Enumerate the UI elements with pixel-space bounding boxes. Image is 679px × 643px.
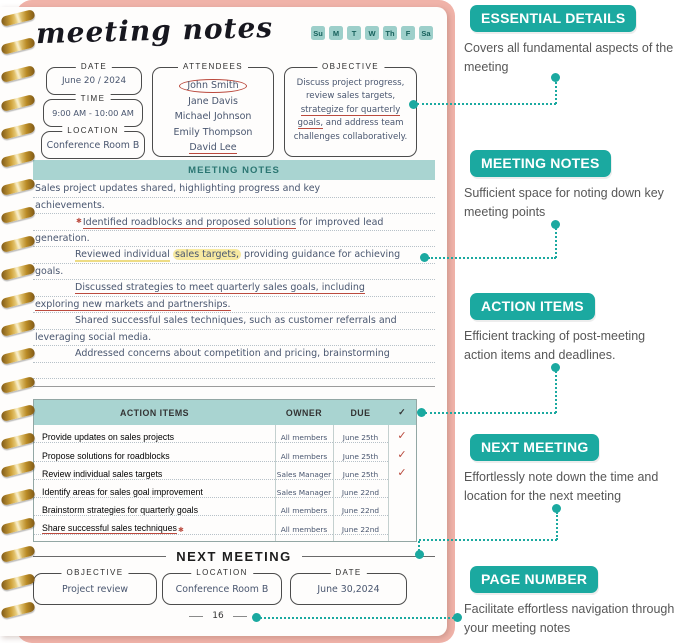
text-segment: Discussed strategies to meet quarterly sales goals, including — [75, 282, 365, 293]
objective-paragraph — [292, 77, 409, 144]
cell-action-item — [34, 425, 275, 443]
cell-check — [388, 480, 416, 498]
connector-line — [555, 82, 557, 104]
cell-action-item — [34, 498, 275, 516]
cell-due: June 22nd — [333, 516, 388, 534]
next-date-label: DATE — [330, 568, 366, 577]
note-line — [33, 297, 435, 314]
callout-badge: MEETING NOTES — [470, 150, 611, 177]
note-line — [33, 330, 435, 347]
callout-action-items — [464, 293, 677, 365]
time-label: TIME — [76, 94, 111, 103]
date-label: DATE — [76, 62, 112, 71]
col-owner: OWNER — [285, 407, 323, 418]
note-line — [33, 247, 435, 264]
next-objective-value: Project review — [61, 583, 129, 595]
connector-line — [260, 617, 454, 619]
cell-owner: All members — [275, 498, 333, 516]
cell-action-item — [34, 516, 275, 534]
col-action-items: ACTION ITEMS — [119, 407, 190, 418]
connector-dot — [552, 504, 561, 513]
next-location-label: LOCATION — [191, 568, 253, 577]
attendee-name: Jane Davis — [188, 95, 238, 107]
note-line — [33, 214, 435, 231]
text-segment: goals. — [35, 265, 64, 277]
day-badge: W — [365, 26, 379, 40]
cell-due: June 25th — [333, 425, 388, 443]
callout-badge: ESSENTIAL DETAILS — [470, 5, 636, 32]
attendee-name: John Smith — [179, 79, 246, 93]
time-value: 9:00 AM - 10:00 AM — [52, 108, 134, 118]
cell-check: ✓ — [397, 430, 407, 443]
callout-page-number — [464, 566, 677, 638]
attendee-row — [153, 125, 273, 141]
cell-due: June 22nd — [333, 498, 388, 516]
note-line — [33, 313, 435, 330]
callout-description: Covers all fundamental aspects of the meeting — [464, 41, 674, 74]
connector-line — [556, 512, 558, 540]
next-location-box — [162, 567, 282, 605]
table-row — [34, 516, 416, 534]
col-due: DUE — [350, 407, 371, 418]
cell-owner: All members — [275, 425, 333, 443]
callout-description: Effortlessly note down the time and location for the next meeting — [464, 470, 659, 503]
section-divider — [33, 386, 435, 387]
note-line — [33, 363, 435, 380]
day-badges — [311, 26, 433, 40]
next-meeting-title: NEXT MEETING — [176, 549, 292, 564]
text-segment: achievements. — [35, 199, 105, 211]
callout-essential-details — [464, 5, 677, 77]
text-segment: Reviewed individual — [75, 249, 170, 260]
connector-dot — [415, 550, 424, 559]
red-marker: ✱ — [177, 526, 184, 534]
text-segment: exploring new markets and partnerships. — [35, 298, 231, 310]
callout-badge: ACTION ITEMS — [470, 293, 595, 320]
notes-lines — [33, 181, 435, 379]
text-segment: strategize for quarterly goals, — [297, 104, 401, 129]
text-segment: and address team challenges collaboratively. — [293, 118, 408, 142]
column-separator — [388, 425, 389, 541]
attendees-box — [152, 61, 274, 157]
date-box — [46, 61, 142, 95]
table-row — [34, 425, 416, 443]
connector-dot — [453, 613, 462, 622]
connector-dot — [551, 73, 560, 82]
cell-action-item — [34, 443, 275, 461]
cell-action-item — [34, 480, 275, 498]
connector-line — [428, 257, 556, 259]
connector-line — [419, 539, 557, 541]
text-segment: Discuss project progress, review sales targets, — [296, 78, 405, 102]
page-number-value: 16 — [212, 611, 224, 621]
attendee-row — [153, 140, 273, 156]
next-location-value: Conference Room B — [175, 583, 269, 595]
connector-dot — [252, 613, 261, 622]
action-items-table — [33, 399, 417, 542]
text-segment: generation. — [35, 232, 90, 244]
callout-badge: NEXT MEETING — [470, 434, 599, 461]
time-box — [43, 93, 143, 127]
note-line — [33, 198, 435, 215]
callout-description: Facilitate effortless navigation through your meeting notes — [464, 602, 675, 635]
text-segment: for improved lead — [296, 217, 384, 228]
connector-line — [425, 412, 556, 414]
text-segment: providing guidance for achieving — [241, 249, 401, 260]
attendee-row — [153, 94, 273, 110]
note-line — [33, 264, 435, 281]
cell-check — [388, 516, 416, 534]
attendee-row — [153, 78, 273, 94]
action-item-text: Review individual sales targets — [42, 468, 163, 479]
heading-rule — [33, 556, 166, 557]
connector-dot — [409, 100, 418, 109]
column-separator — [275, 425, 276, 541]
objective-box — [284, 61, 417, 157]
day-badge: F — [401, 26, 415, 40]
callout-description: Sufficient space for noting down key meeting points — [464, 186, 664, 219]
table-row — [34, 498, 416, 516]
action-items-header-row — [34, 400, 416, 425]
next-date-box — [290, 567, 407, 605]
text-segment: leveraging social media. — [35, 331, 152, 343]
connector-dot — [417, 408, 426, 417]
callout-description: Efficient tracking of post-meeting action items and deadlines. — [464, 329, 646, 362]
attendee-name: David Lee — [189, 142, 237, 154]
connector-line — [417, 103, 556, 105]
next-meeting-heading — [33, 549, 435, 564]
connector-dot — [420, 253, 429, 262]
objective-label: OBJECTIVE — [317, 62, 384, 71]
cell-owner: All members — [275, 443, 333, 461]
cell-check: ✓ — [397, 448, 407, 461]
action-item-text: Share successful sales techniques — [42, 522, 177, 533]
connector-line — [555, 228, 557, 258]
day-badge: Th — [383, 26, 397, 40]
page-title: meeting notes — [35, 10, 274, 51]
col-check-icon: ✓ — [398, 407, 406, 417]
cell-due: June 25th — [333, 462, 388, 480]
date-value: June 20 / 2024 — [61, 76, 127, 86]
day-badge: T — [347, 26, 361, 40]
cell-owner: Sales Manager — [275, 462, 333, 480]
column-separator — [333, 425, 334, 541]
cell-action-item — [34, 462, 275, 480]
connector-dot — [551, 363, 560, 372]
cell-owner: Sales Manager — [275, 480, 333, 498]
note-line — [33, 280, 435, 297]
table-row — [34, 462, 416, 480]
text-segment: Addressed concerns about competition and pricing, brainstorming — [75, 348, 390, 359]
action-item-text: Propose solutions for roadblocks — [42, 450, 170, 461]
text-segment: Sales project updates shared, highlighting progress and key — [35, 183, 321, 194]
action-item-text: Provide updates on sales projects — [42, 432, 175, 443]
callout-meeting-notes — [464, 150, 677, 222]
attendee-row — [153, 109, 273, 125]
table-row — [34, 480, 416, 498]
callout-badge: PAGE NUMBER — [470, 566, 598, 593]
action-item-text: Brainstorm strategies for quarterly goals — [42, 505, 198, 516]
text-segment: Shared successful sales techniques, such as customer referrals and — [75, 315, 397, 326]
cell-due: June 25th — [333, 443, 388, 461]
cell-check: ✓ — [397, 466, 407, 479]
next-date-value: June 30,2024 — [317, 583, 380, 595]
cell-due: June 22nd — [333, 480, 388, 498]
note-line — [33, 231, 435, 248]
action-rows — [34, 425, 416, 541]
callout-next-meeting — [464, 434, 677, 506]
cell-check — [388, 498, 416, 516]
location-box — [41, 125, 145, 159]
next-objective-box — [33, 567, 157, 605]
page-number-rule — [233, 616, 247, 617]
objective-text — [285, 68, 416, 156]
table-row — [34, 443, 416, 461]
location-value: Conference Room B — [46, 139, 140, 151]
page-number-rule — [189, 616, 203, 617]
attendees-label: ATTENDEES — [178, 62, 248, 71]
location-label: LOCATION — [62, 126, 124, 135]
next-objective-label: OBJECTIVE — [61, 568, 128, 577]
connector-line — [555, 371, 557, 413]
meeting-notes-header: MEETING NOTES — [33, 160, 435, 180]
text-segment: sales targets, — [174, 249, 240, 260]
red-marker: ✱ — [76, 217, 82, 225]
note-line — [33, 181, 435, 198]
day-badge: Sa — [419, 26, 433, 40]
attendee-name: Emily Thompson — [173, 126, 253, 138]
day-badge: M — [329, 26, 343, 40]
text-segment: Identified roadblocks and proposed solutions — [82, 217, 297, 228]
attendee-name: Michael Johnson — [174, 111, 252, 123]
attendees-list — [153, 68, 273, 156]
note-line — [33, 346, 435, 363]
cell-owner: All members — [275, 516, 333, 534]
connector-dot — [551, 220, 560, 229]
action-item-text: Identify areas for sales goal improvement — [42, 487, 203, 498]
day-badge: Su — [311, 26, 325, 40]
